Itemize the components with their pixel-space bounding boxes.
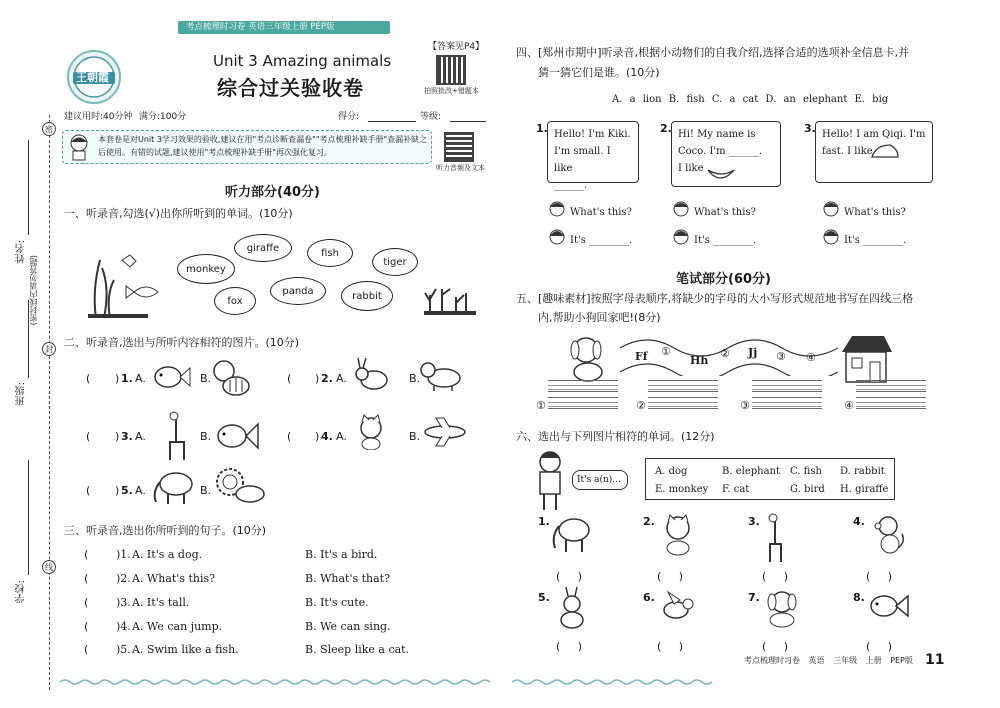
pic-elephant — [548, 514, 592, 554]
pic-num-5: 5. — [538, 591, 550, 604]
q2-num-2: 2. — [321, 372, 333, 385]
q4-options: A. a lion B. fish C. a cat D. an elephant E. big — [612, 94, 889, 105]
q2-paren-4-close[interactable]: ) — [315, 430, 320, 443]
full-score: 满分:100分 — [139, 112, 187, 122]
path-circle-2: ② — [720, 347, 730, 360]
four-line-grid-3[interactable] — [752, 397, 822, 409]
four-line-grid-2[interactable] — [648, 397, 718, 409]
word-oval-rabbit[interactable]: rabbit — [341, 281, 393, 311]
qr-code-2[interactable] — [444, 132, 474, 162]
giraffe-picture[interactable] — [160, 410, 190, 462]
q3-num-4: )4. — [116, 620, 131, 633]
option-h-giraffe: H. giraffe — [840, 484, 889, 495]
unit-title: Unit 3 Amazing animals — [213, 52, 392, 70]
answer-label-3: ③ — [740, 399, 750, 412]
page-number: 11 — [925, 652, 945, 668]
q2-num-1: 1. — [121, 372, 133, 385]
q2-paren-1-close[interactable]: ) — [115, 372, 120, 385]
q2-paren-3[interactable]: ( — [86, 430, 91, 443]
pic-num-4: 4. — [853, 515, 865, 528]
q3-paren-2[interactable]: ( — [84, 572, 89, 585]
class-blank[interactable] — [28, 300, 29, 378]
boy-icon-2a — [672, 201, 690, 221]
q3-option-a-5: A. Swim like a fish. — [132, 643, 239, 656]
answer-paren-6[interactable]: ( ) — [657, 640, 684, 653]
q3-option-a-2: A. What's this? — [132, 572, 216, 585]
answer-paren-7[interactable]: ( ) — [762, 640, 789, 653]
q3-paren-1[interactable]: ( — [84, 548, 89, 561]
footer-text: 考点梳理时习卷 英语 三年级 上册 PEP版 — [744, 656, 913, 665]
path-circle-1: ① — [661, 345, 671, 358]
path-circle-3: ③ — [776, 350, 786, 363]
q2-paren-2[interactable]: ( — [287, 372, 292, 385]
qr2-caption: 听力音频及文本 — [436, 164, 485, 172]
plane-picture[interactable] — [420, 416, 470, 448]
class-label: 班级: — [16, 382, 27, 406]
q3-num-5: )5. — [116, 643, 131, 656]
banana-picture — [706, 166, 736, 182]
q3-option-a-4: A. We can jump. — [132, 620, 223, 633]
q3-option-a-1: A. It's a dog. — [132, 548, 203, 561]
dialog-a-2[interactable]: It's ________. — [694, 235, 757, 246]
goldfish-picture[interactable] — [150, 362, 192, 392]
path-letter-Hh: Hh — [690, 354, 709, 367]
path-circle-4: ④ — [806, 351, 816, 364]
girl-icon-3b — [822, 228, 840, 248]
four-line-grid-top-2[interactable] — [648, 380, 718, 392]
grade-label: 等级: — [420, 112, 442, 122]
answer-paren-8[interactable]: ( ) — [866, 640, 893, 653]
info-card-1: Hello! I'm Kiki. I'm small. I like ______. — [547, 121, 639, 183]
q2-title: 二、听录音,选出与所听内容相符的图片。(10分) — [64, 336, 300, 349]
option-a-dog: A. dog — [655, 466, 688, 477]
q4-title: 四、[郑州市期中]听录音,根据小动物们的自我介绍,选择合适的选项补全信息卡,并 — [516, 46, 910, 59]
writing-section-title: 笔试部分(60分) — [676, 272, 771, 287]
pic-rabbit — [556, 586, 590, 630]
pic-fish — [866, 590, 910, 622]
boy-icon-1a — [548, 201, 566, 221]
word-oval-panda[interactable]: panda — [270, 277, 326, 305]
pic-num-2: 2. — [643, 515, 655, 528]
answer-paren-2[interactable]: ( ) — [657, 570, 684, 583]
q2-paren-1[interactable]: ( — [86, 372, 91, 385]
grade-blank[interactable] — [450, 121, 486, 122]
card-num-1: 1. — [536, 122, 548, 135]
suggested-time: 建议用时:40分钟 — [64, 112, 133, 122]
q3-option-b-1: B. It's a bird. — [305, 548, 378, 561]
pic-dog — [762, 588, 802, 628]
coral-picture — [424, 275, 476, 315]
q2-b-1: B. — [200, 372, 212, 385]
answer-paren-3[interactable]: ( ) — [762, 570, 789, 583]
school-blank[interactable] — [28, 460, 29, 575]
q3-option-b-4: B. We can sing. — [305, 620, 391, 633]
q2-paren-2-close[interactable]: ) — [315, 372, 320, 385]
q3-paren-3[interactable]: ( — [84, 596, 89, 609]
seal-notice: (密封线内请勿答题) — [29, 255, 38, 326]
answer-label-2: ② — [636, 399, 646, 412]
answer-paren-5[interactable]: ( ) — [556, 640, 583, 653]
q2-a-4: A. — [336, 430, 347, 443]
four-line-grid-1[interactable] — [548, 397, 618, 409]
binding-line — [49, 115, 50, 690]
pic-giraffe — [762, 512, 786, 562]
intro-text: 本套卷是对Unit 3学习效果的验收,建议在用"考点诊断查漏卷""考点梳理补缺手册"查漏补缺之后使用。有错的试题,建议使用"考点梳理补缺手册"再次强化复习。 — [98, 135, 428, 157]
pic-cat — [660, 514, 696, 556]
q2-a-3: A. — [135, 430, 146, 443]
header-banner-text: 考点梳理时习卷 英语三年级上册 PEP版 — [186, 22, 335, 32]
pic-num-6: 6. — [643, 591, 655, 604]
q2-a-2: A. — [336, 372, 347, 385]
word-oval-monkey[interactable]: monkey — [177, 254, 235, 284]
four-line-grid-top-3[interactable] — [752, 380, 822, 392]
q1-title: 一、听录音,勾选(√)出你所听到的单词。(10分) — [64, 207, 293, 220]
boy-picture — [532, 450, 568, 512]
card-num-3: 3. — [804, 122, 816, 135]
q3-option-b-2: B. What's that? — [305, 572, 390, 585]
qr1-caption: 拍照批改+错题本 — [424, 87, 479, 95]
logo-text: 王朝霞 — [76, 71, 109, 84]
card-num-2: 2. — [660, 122, 672, 135]
q3-option-b-5: B. Sleep like a cat. — [305, 643, 410, 656]
pic-num-3: 3. — [748, 515, 760, 528]
q5-title-2: 内,帮助小狗回家吧!(8分) — [538, 311, 661, 324]
answer-ref: 【答案见P4】 — [428, 42, 485, 52]
qr-code-1[interactable] — [436, 55, 466, 85]
four-line-grid-top-4[interactable] — [856, 380, 926, 392]
pic-monkey — [872, 514, 906, 556]
cat-picture[interactable] — [354, 414, 388, 450]
rabbit-picture[interactable] — [350, 356, 390, 392]
q2-paren-5-close[interactable]: ) — [115, 484, 120, 497]
house-picture — [838, 332, 894, 384]
name-blank[interactable] — [28, 140, 29, 235]
q3-num-1: )1. — [116, 548, 131, 561]
listening-section-title: 听力部分(40分) — [225, 185, 320, 200]
q2-paren-5[interactable]: ( — [86, 484, 91, 497]
option-e-monkey: E. monkey — [655, 484, 709, 495]
seal-mark-3: 线 — [42, 560, 56, 574]
path-letter-Ff: Ff — [635, 350, 648, 363]
word-oval-fish[interactable]: fish — [307, 239, 353, 267]
puppy-picture — [566, 334, 610, 384]
four-line-grid-top[interactable] — [548, 380, 618, 392]
dialog-q-3: What's this? — [844, 207, 906, 218]
q3-title: 三、听录音,选出你所听到的句子。(10分) — [64, 524, 267, 537]
intro-avatar — [66, 133, 92, 161]
word-oval-tiger[interactable]: tiger — [372, 248, 418, 276]
q3-num-2: )2. — [116, 572, 131, 585]
q2-b-3: B. — [200, 430, 212, 443]
paper-title: 综合过关验收卷 — [217, 76, 364, 100]
dialog-q-1: What's this? — [570, 207, 632, 218]
boy-icon-3a — [822, 201, 840, 221]
answer-paren-1[interactable]: ( ) — [556, 570, 583, 583]
q2-num-5: 5. — [121, 484, 133, 497]
q6-title: 六、选出与下列图片相符的单词。(12分) — [516, 430, 715, 443]
pic-bird — [656, 590, 696, 624]
bottom-wave-left — [60, 670, 490, 676]
score-label: 得分: — [338, 112, 360, 122]
q2-b-5: B. — [200, 484, 212, 497]
meat-picture — [870, 143, 900, 163]
q3-option-a-3: A. It's tall. — [132, 596, 190, 609]
girl-icon-2b — [672, 228, 690, 248]
seal-mark-1: 密 — [42, 122, 56, 136]
q3-option-b-3: B. It's cute. — [305, 596, 369, 609]
q2-b-4: B. — [409, 430, 421, 443]
pic-num-8: 8. — [853, 591, 865, 604]
option-c-fish: C. fish — [790, 466, 822, 477]
q2-b-2: B. — [409, 372, 421, 385]
speech-bubble-text: It's a(n)... — [577, 475, 621, 485]
dialog-a-1[interactable]: It's ________. — [570, 235, 633, 246]
q3-paren-4[interactable]: ( — [84, 620, 89, 633]
q2-paren-3-close[interactable]: ) — [115, 430, 120, 443]
score-blank[interactable] — [368, 121, 416, 122]
dog-picture[interactable] — [418, 356, 468, 392]
q2-paren-4[interactable]: ( — [287, 430, 292, 443]
school-label: 学校: — [16, 580, 27, 604]
option-d-rabbit: D. rabbit — [840, 466, 885, 477]
q5-title: 五、[趣味素材]按照字母表顺序,将缺少的字母的大小写形式规范地书写在四线三格 — [516, 292, 914, 305]
bottom-wave-right — [512, 670, 712, 676]
info-card-2: Hi! My name is Coco. I'm ______. I like — [671, 121, 781, 187]
four-line-grid-4[interactable] — [856, 397, 926, 409]
option-f-cat: F. cat — [722, 484, 750, 495]
answer-paren-4[interactable]: ( ) — [866, 570, 893, 583]
pic-num-7: 7. — [748, 591, 760, 604]
option-b-elephant: B. elephant — [722, 466, 781, 477]
path-letter-Jj: Jj — [748, 346, 758, 359]
fish-picture[interactable] — [210, 418, 262, 454]
word-oval-giraffe[interactable]: giraffe — [234, 234, 292, 262]
seaweed-picture — [88, 240, 168, 320]
lion-picture[interactable] — [214, 466, 266, 508]
q2-a-1: A. — [135, 372, 146, 385]
q4-title-2: 猜一猜它们是谁。(10分) — [538, 66, 660, 79]
option-g-bird: G. bird — [790, 484, 825, 495]
tiger-picture[interactable] — [210, 358, 250, 398]
girl-icon-1b — [548, 228, 566, 248]
q3-num-3: )3. — [116, 596, 131, 609]
answer-label-4: ④ — [844, 399, 854, 412]
q2-num-4: 4. — [321, 430, 333, 443]
word-oval-fox[interactable]: fox — [214, 287, 256, 315]
seal-mark-2: 封 — [42, 342, 56, 356]
info-card-3: Hello! I am Qiqi. I'm fast. I like — [815, 121, 933, 183]
q2-num-3: 3. — [121, 430, 133, 443]
dialog-q-2: What's this? — [694, 207, 756, 218]
dialog-a-3[interactable]: It's ________. — [844, 235, 907, 246]
elephant-picture[interactable] — [148, 468, 198, 506]
q2-a-5: A. — [135, 484, 146, 497]
pic-num-1: 1. — [538, 515, 550, 528]
name-label: 姓名: — [16, 240, 27, 264]
answer-label-1: ① — [536, 399, 546, 412]
q3-paren-5[interactable]: ( — [84, 643, 89, 656]
